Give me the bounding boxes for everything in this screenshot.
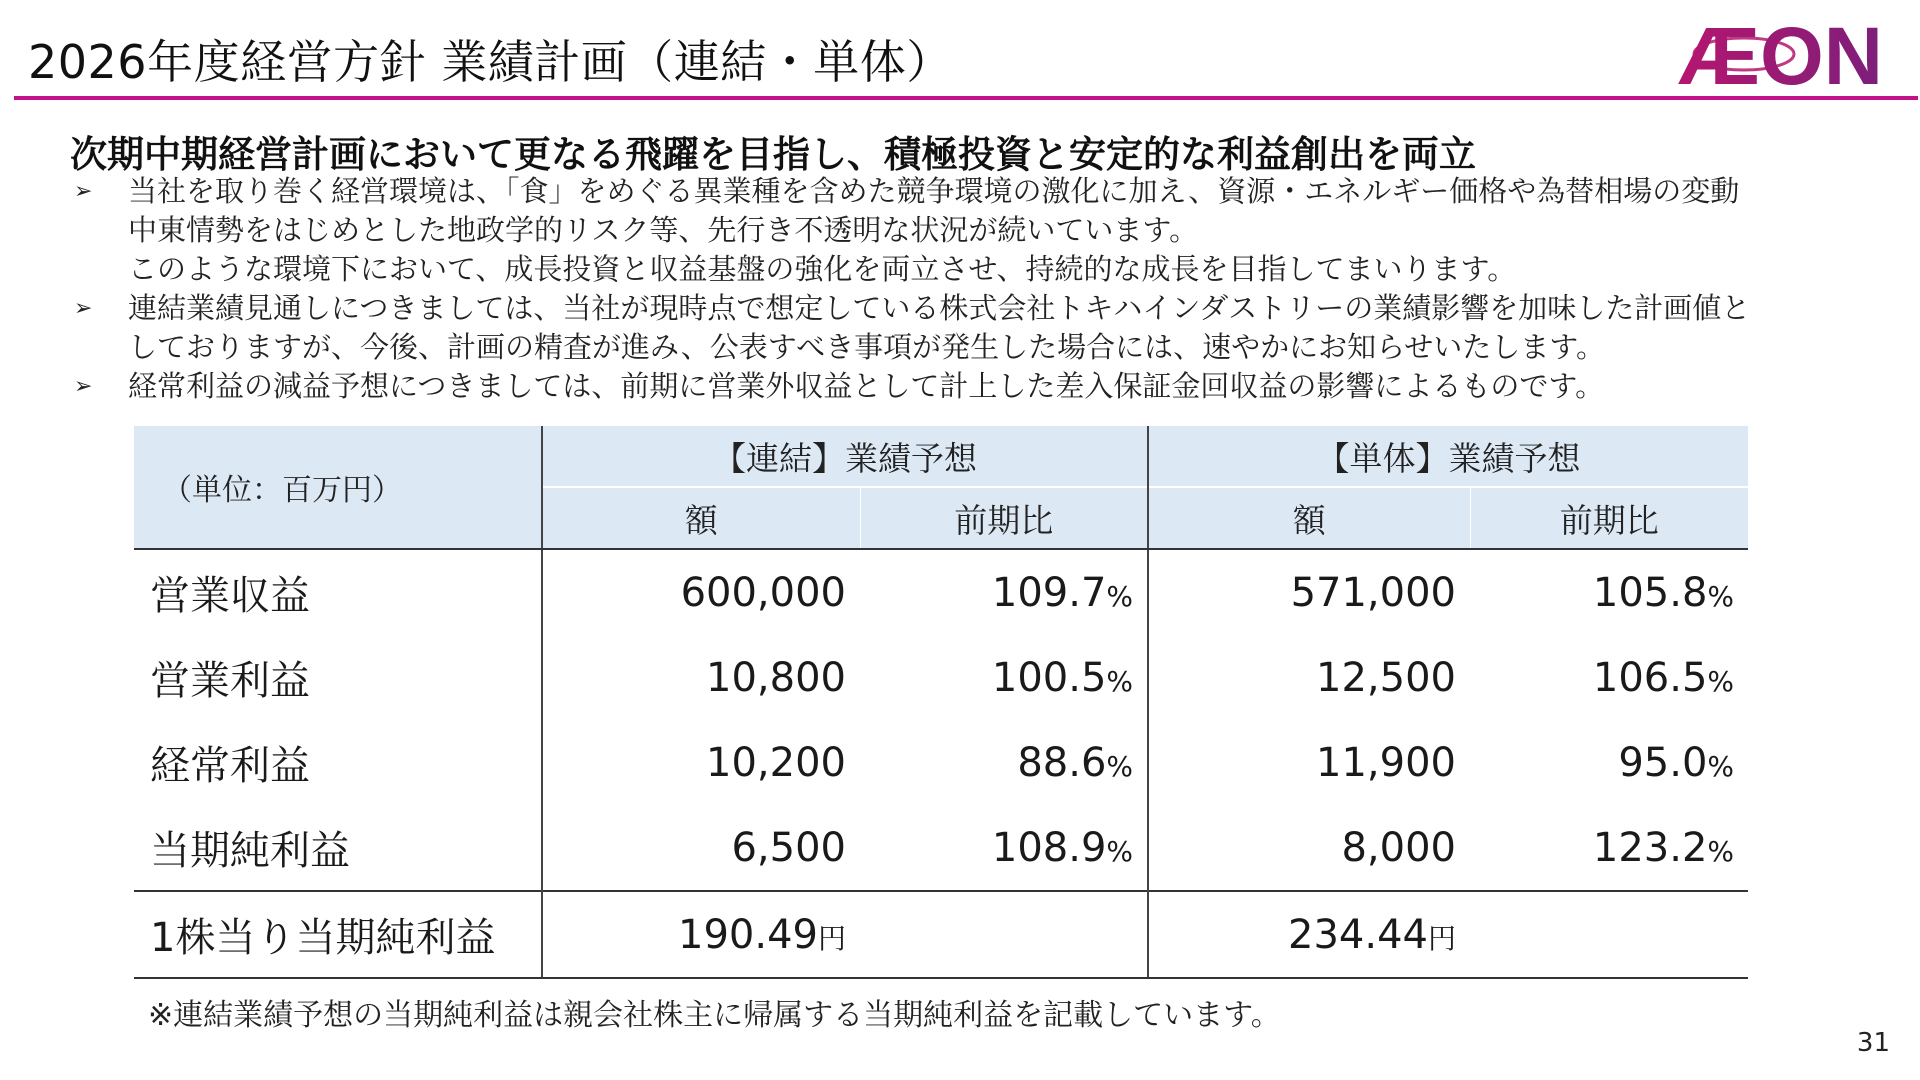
forecast-table <box>134 426 1748 979</box>
bullet-line: 連結業績見通しにつきましては、当社が現時点で想定している株式会社トキハインダストリーの業績影響を加味した計画値と <box>128 291 1751 325</box>
cons-amount: 600,000 <box>542 549 860 635</box>
bullet-item <box>70 367 1900 406</box>
row-label: 当期純利益 <box>150 828 350 874</box>
cons-yoy: 100.5% <box>991 654 1133 701</box>
cons-yoy: 109.7% <box>991 569 1133 616</box>
page-title: 2026年度経営方針 業績計画（連結・単体） <box>28 35 953 89</box>
arrow-bullet-icon: ➢ <box>74 374 93 399</box>
header-rule <box>14 96 1918 100</box>
solo-amount: 571,000 <box>1148 549 1470 635</box>
headline: 次期中期経営計画において更なる飛躍を目指し、積極投資と安定的な利益創出を両立 <box>70 133 1476 176</box>
col-yoy-standalone: 前期比 <box>1470 487 1748 549</box>
solo-amount: 11,900 <box>1148 720 1470 805</box>
table-row <box>134 635 1748 720</box>
bullet-line: 中東情勢をはじめとした地政学的リスク等、先行き不透明な状況が続いています。 <box>128 213 1199 247</box>
cons-amount: 10,200 <box>542 720 860 805</box>
eps-cons-amount: 190.49円 <box>542 891 860 978</box>
page-number: 31 <box>1856 1028 1890 1058</box>
cons-yoy: 108.9% <box>991 824 1133 871</box>
col-amount-consolidated: 額 <box>542 487 860 549</box>
standalone-header: 【単体】業績予想 <box>1148 426 1748 487</box>
aeon-logo <box>1672 12 1908 96</box>
arrow-bullet-icon: ➢ <box>74 179 93 204</box>
eps-solo-amount: 234.44円 <box>1148 891 1470 978</box>
arrow-bullet-icon: ➢ <box>74 296 93 321</box>
footnote: ※連結業績予想の当期純利益は親会社株主に帰属する当期純利益を記載しています。 <box>148 998 1281 1033</box>
eps-cons-empty <box>860 891 1148 978</box>
unit-label: （単位：百万円） <box>134 426 542 549</box>
eps-row <box>134 891 1748 978</box>
solo-yoy: 123.2% <box>1592 824 1734 871</box>
table-row <box>134 805 1748 891</box>
bullet-item <box>70 172 1900 289</box>
consolidated-header: 【連結】業績予想 <box>542 426 1148 487</box>
svg-text:ÆON: ÆON <box>1678 12 1883 96</box>
cons-amount: 6,500 <box>542 805 860 891</box>
eps-label: 1株当り当期純利益 <box>134 891 542 978</box>
bullet-item <box>70 289 1900 367</box>
bullet-line: 当社を取り巻く経営環境は、「食」をめぐる異業種を含めた競争環境の激化に加え、資源・エネルギー価格や為替相場の変動 <box>128 174 1740 208</box>
solo-amount: 12,500 <box>1148 635 1470 720</box>
bullet-line: しておりますが、今後、計画の精査が進み、公表すべき事項が発生した場合には、速やかにお知らせいたします。 <box>128 330 1605 364</box>
cons-amount: 10,800 <box>542 635 860 720</box>
row-label: 営業利益 <box>150 658 310 704</box>
eps-solo-empty <box>1470 891 1748 978</box>
table-row <box>134 720 1748 805</box>
col-yoy-consolidated: 前期比 <box>860 487 1148 549</box>
col-amount-standalone: 額 <box>1148 487 1470 549</box>
solo-yoy: 106.5% <box>1592 654 1734 701</box>
cons-yoy: 88.6% <box>1017 739 1133 786</box>
bullet-line: 経常利益の減益予想につきましては、前期に営業外収益として計上した差入保証金回収益の影響によるものです。 <box>128 369 1605 403</box>
row-label: 経常利益 <box>150 743 310 789</box>
bullet-list <box>70 172 1900 406</box>
solo-amount: 8,000 <box>1148 805 1470 891</box>
bullet-line: このような環境下において、成長投資と収益基盤の強化を両立させ、持続的な成長を目指してまいります。 <box>128 252 1517 286</box>
table-row <box>134 549 1748 635</box>
solo-yoy: 105.8% <box>1592 569 1734 616</box>
solo-yoy: 95.0% <box>1618 739 1734 786</box>
row-label: 営業収益 <box>150 573 310 619</box>
